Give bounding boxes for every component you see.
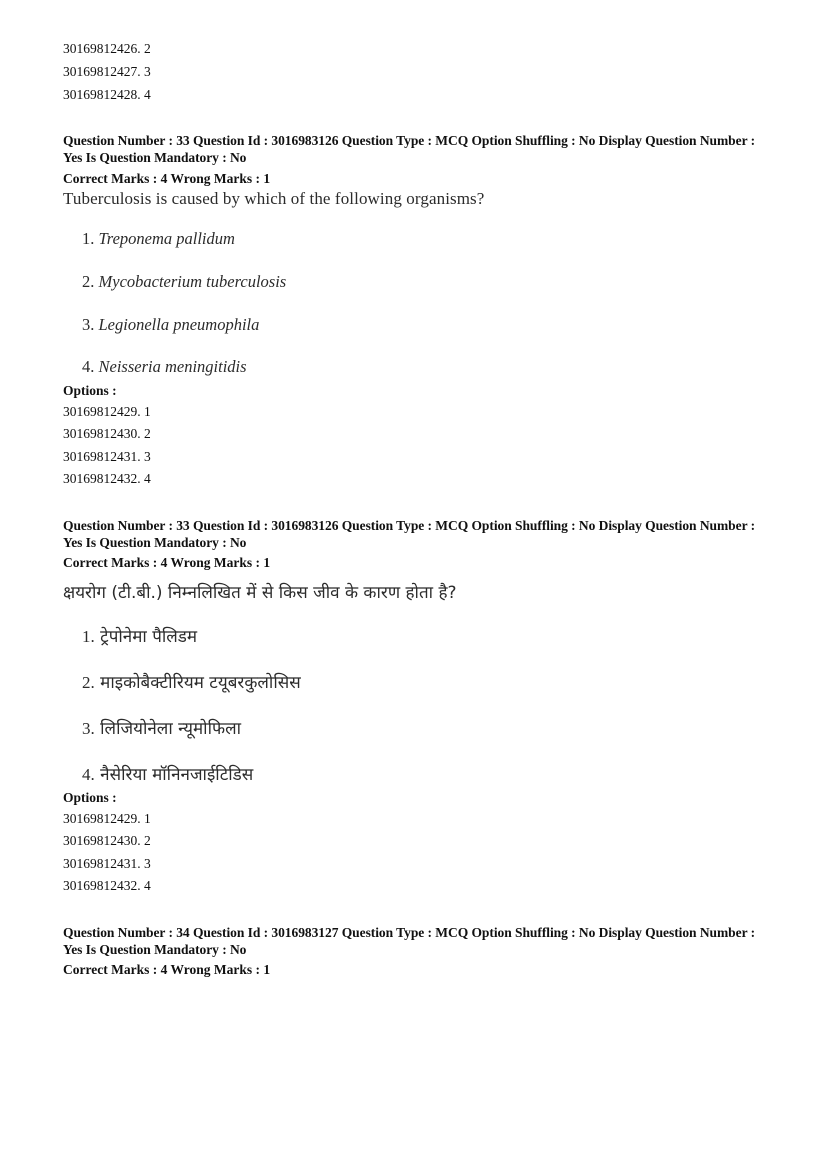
question-text: क्षयरोग (टी.बी.) निम्नलिखित में से किस जीव के कारण होता है? [63,583,457,603]
option-id-line: 30169812431. 3 [63,449,151,464]
question-meta: Question Number : 34 Question Id : 3016983127 Question Type : MCQ Option Shuffling : No Display Question Number : Yes Is Question Mandatory : No [63,925,756,957]
choice-number: 2. [82,272,95,291]
option-id-line: 30169812430. 2 [63,833,151,848]
choice-text: Neisseria meningitidis [98,357,247,376]
answer-choice [82,272,286,292]
choice-text: ट्रेपोनेमा पैलिडम [100,627,198,647]
choice-text: Treponema pallidum [98,229,235,248]
option-id-line: 30169812426. 2 [63,41,151,56]
choice-text: लिजियोनेला न्यूमोफिला [100,719,242,739]
choice-number: 2. [82,673,95,692]
answer-choice [82,624,197,647]
answer-choice [82,315,259,335]
choice-number: 3. [82,315,95,334]
option-id-line: 30169812427. 3 [63,64,151,79]
question-meta: Question Number : 33 Question Id : 3016983126 Question Type : MCQ Option Shuffling : No Display Question Number : Yes Is Question Mandatory : No [63,133,756,165]
choice-number: 4. [82,357,95,376]
question-marks: Correct Marks : 4 Wrong Marks : 1 [63,962,271,977]
options-label: Options : [63,383,117,398]
option-id-line: 30169812431. 3 [63,856,151,871]
choice-text: नैसेरिया मॉनिनजाईटिडिस [100,765,254,785]
choice-number: 3. [82,719,95,738]
choice-number: 1. [82,229,95,248]
options-label: Options : [63,790,117,805]
answer-choice [82,357,247,377]
choice-number: 1. [82,627,95,646]
option-id-line: 30169812432. 4 [63,878,151,893]
option-id-line: 30169812429. 1 [63,404,151,419]
option-id-line: 30169812429. 1 [63,811,151,826]
option-id-line: 30169812430. 2 [63,426,151,441]
answer-choice [82,762,253,785]
choice-text: Mycobacterium tuberculosis [98,272,287,291]
option-id-line: 30169812432. 4 [63,471,151,486]
question-text: Tuberculosis is caused by which of the following organisms? [63,189,485,208]
answer-choice [82,229,235,249]
question-marks: Correct Marks : 4 Wrong Marks : 1 [63,555,271,570]
answer-choice [82,670,301,693]
question-marks: Correct Marks : 4 Wrong Marks : 1 [63,171,271,186]
choice-number: 4. [82,765,95,784]
answer-choice [82,716,241,739]
choice-text: Legionella pneumophila [98,315,260,334]
choice-text: माइकोबैक्टीरियम टयूबरकुलोसिस [100,673,301,693]
option-id-line: 30169812428. 4 [63,87,151,102]
question-meta: Question Number : 33 Question Id : 3016983126 Question Type : MCQ Option Shuffling : No Display Question Number : Yes Is Question Mandatory : No [63,518,756,550]
